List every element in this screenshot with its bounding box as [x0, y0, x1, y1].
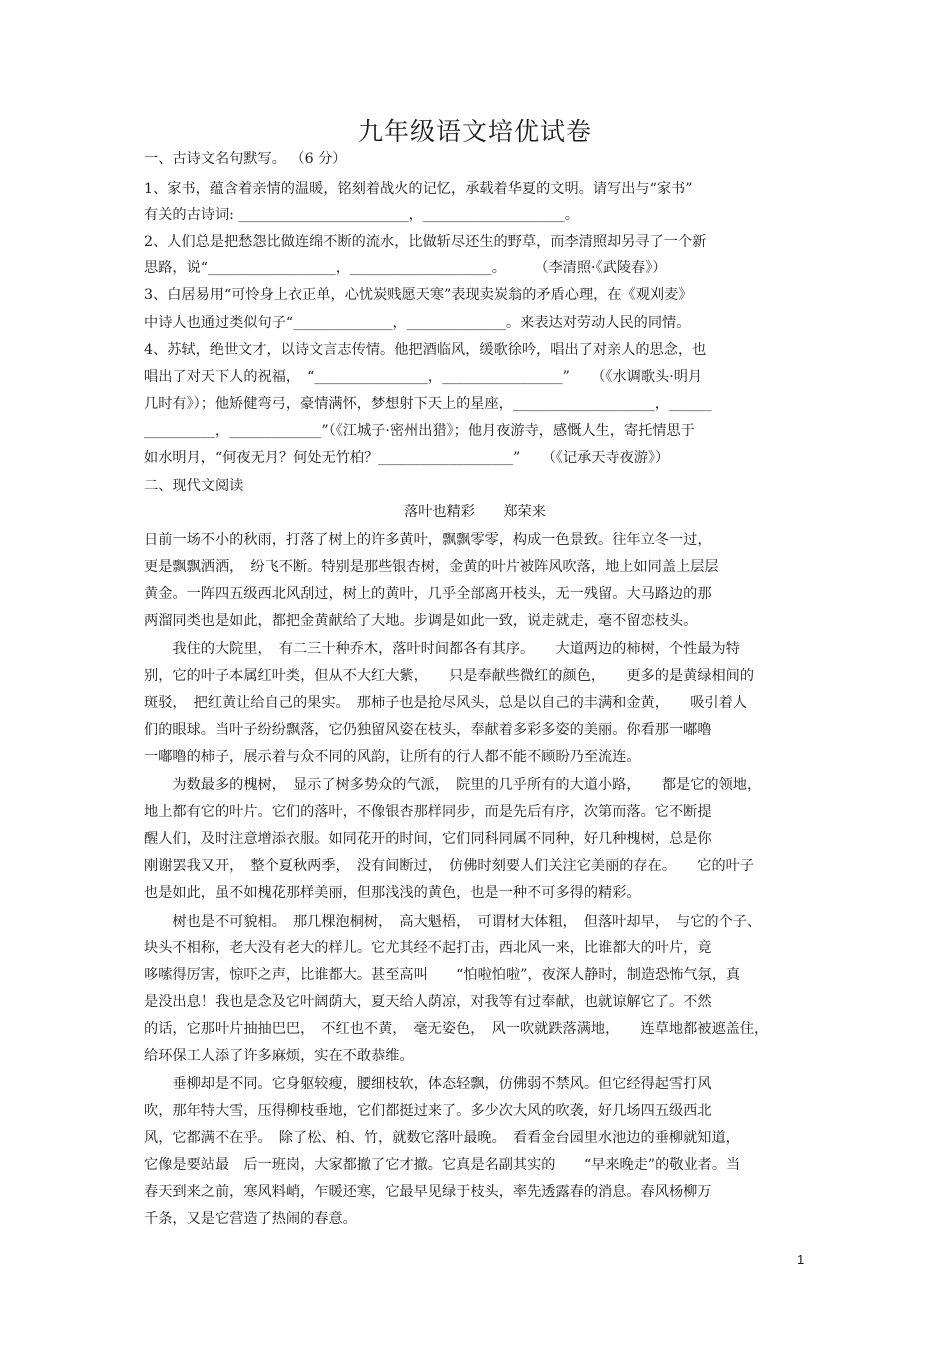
question-4-line: __________，_____________”（《江城子·密州出猎》；他月夜游寺，感慨人生，寄托情思于: [144, 423, 695, 439]
article-text-line: 垂柳却是不同。它身躯较瘦，腰细枝软，体态轻飘，仿佛弱不禁风。但它经得起雪打风: [144, 1076, 712, 1092]
article-text-line: 一嘟噜的柿子，展示着与众不同的风韵，让所有的行人都不能不顾盼乃至流连。: [144, 749, 641, 765]
question-4-line: 几时有》）；他矫健弯弓，豪情满怀，梦想射下天上的星座，____________________，______: [144, 396, 712, 412]
question-1-line: 有关的古诗词: ________________________，____________________。: [144, 207, 579, 223]
section-heading-reading: 二、现代文阅读: [144, 478, 244, 494]
question-3-line: 中诗人也通过类似句子“______________，______________。来表达对劳动人民的同情。: [144, 315, 691, 331]
question-1-line: 1、家书，蕴含着亲情的温暖，铭刻着战火的记忆，承载着华夏的文明。请写出与“家书”: [144, 181, 693, 197]
question-2-line: 思路，说“__________________，____________________。 （李清照·《武陵春》）: [144, 260, 667, 276]
article-text-line: 我住的大院里， 有二三十种乔木，落叶时间都各有其序。 大道两边的柿树，个性最为特: [144, 641, 740, 657]
article-text-line: 斑驳， 把红黄让给自己的果实。 那柿子也是抢尽风头，总是以自己的丰满和金黄， 吸引着人: [144, 695, 747, 711]
article-text-line: 醒人们，及时注意增添衣服。如同花开的时间，它们同科同属不同种，好几种槐树，总是你: [144, 831, 712, 847]
article-text-line: 为数最多的槐树， 显示了树多势众的气派， 院里的几乎所有的大道小路， 都是它的领地，: [144, 777, 762, 793]
question-4-line: 唱出了对天下人的祝福， “________________，_________________” （《水调歌头·明月: [144, 369, 703, 385]
article-text-line: 们的眼球。当叶子纷纷飘落，它仍独留风姿在枝头，奉献着多彩多姿的美丽。你看那一嘟噜: [144, 722, 712, 738]
article-text-line: 地上都有它的叶片。它们的落叶，不像银杏那样同步，而是先后有序，次第而落。它不断提: [144, 804, 712, 820]
article-text-line: 它像是要站最 后一班岗，大家都撤了它才撤。它真是名副其实的 “早来晚走”的敬业者。当: [144, 1157, 741, 1173]
article-text-line: 刚谢罢我又开， 整个夏秋两季， 没有间断过， 仿佛时刻要人们关注它美丽的存在。 它的叶子: [144, 858, 755, 874]
article-text-line: 的话，它那叶片抽抽巴巴， 不红也不黄， 毫无姿色， 风一吹就跌落满地， 连草地都被遮盖住，: [144, 1021, 769, 1037]
article-text-line: 更是飘飘洒洒， 纷飞不断。特别是那些银杏树，金黄的叶片被阵风吹落，地上如同盖上层层: [144, 559, 719, 575]
article-text-line: 哆嗦得厉害，惊吓之声，比谁都大。甚至高叫 “怕啦怕啦”，夜深人静时，制造恐怖气氛，真: [144, 967, 741, 983]
article-text-line: 日前一场不小的秋雨，打落了树上的许多黄叶，飘飘零零，构成一色景致。往年立冬一过，: [144, 532, 712, 548]
article-text-line: 也是如此，虽不如槐花那样美丽，但那浅浅的黄色，也是一种不可多得的精彩。: [144, 885, 641, 901]
page-number: 1: [797, 1252, 805, 1267]
article-text-line: 黄金。一阵四五级西北风刮过，树上的黄叶，几乎全部离开枝头，无一残留。大马路边的那: [144, 586, 712, 602]
article-text-line: 千条，又是它营造了热闹的春意。: [144, 1211, 357, 1227]
question-2-line: 2、人们总是把愁怨比做连绵不断的流水，比做斩尽还生的野草，而李清照却另寻了一个新: [144, 234, 707, 250]
article-text-line: 吹，那年特大雪，压得柳枝垂地，它们都挺过来了。多少次大风的吹袭，好几场四五级西北: [144, 1103, 712, 1119]
article-text-line: 春天到来之前，寒风料峭，乍暖还寒，它最早见绿于枝头，率先透露春的消息。春风杨柳万: [144, 1184, 712, 1200]
article-text-line: 块头不相称，老大没有老大的样儿。它尤其经不起打击，西北风一来，比谁都大的叶片，竟: [144, 940, 712, 956]
article-title: 落叶也精彩 郑荣来: [404, 504, 546, 520]
article-text-line: 风，它都满不在乎。 除了松、柏、竹，就数它落叶最晚。 看看金台园里水池边的垂柳就知道，: [144, 1130, 740, 1146]
article-text-line: 给环保工人添了许多麻烦，实在不敢恭维。: [144, 1048, 414, 1064]
article-text-line: 两溜同类也是如此，都把金黄献给了大地。步调是如此一致，说走就走，毫不留恋枝头。: [144, 613, 698, 629]
article-text-line: 别，它的叶子本属红叶类，但从不大红大紫， 只是奉献些微红的颜色， 更多的是黄绿相间的: [144, 668, 755, 684]
question-4-line: 4、苏轼，绝世文才，以诗文言志传情。他把酒临风，缓歌徐吟，唱出了对亲人的思念，也: [144, 342, 707, 358]
page-title: 九年级语文培优试卷: [357, 117, 592, 146]
section-heading-poetry: 一、古诗文名句默写。 （6 分）: [144, 151, 347, 167]
question-4-line: 如水明月，“何夜无月？何处无竹柏？___________________” （《记承天寺夜游》）: [144, 450, 670, 466]
article-text-line: 树也是不可貌相。 那几棵泡桐树， 高大魁梧， 可谓材大体粗， 但落叶却早， 与它的个子、: [144, 914, 762, 930]
question-3-line: 3、白居易用“可怜身上衣正单，心忧炭贱愿天寒”表现卖炭翁的矛盾心理，在《观刈麦》: [144, 287, 693, 303]
article-text-line: 是没出息！我也是念及它叶阔荫大，夏天给人荫凉，对我等有过奉献，也就谅解它了。不然: [144, 994, 712, 1010]
